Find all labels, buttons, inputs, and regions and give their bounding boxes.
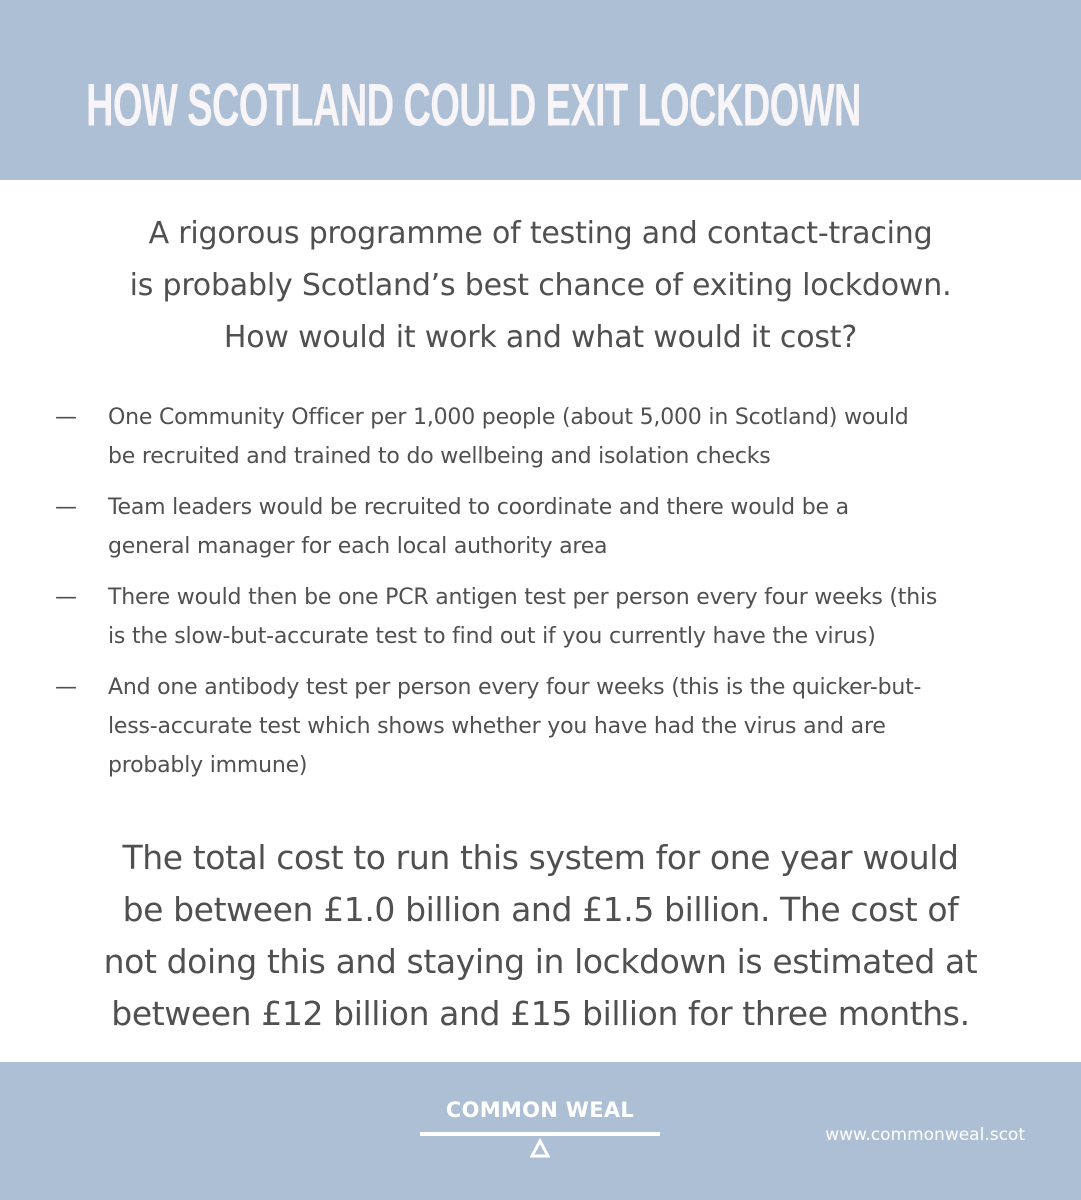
intro-line: is probably Scotland’s best chance of exiting lockdown. (129, 268, 952, 303)
conclusion-line: The total cost to run this system for one year would (122, 838, 959, 877)
dash-bullet: — (55, 675, 77, 700)
bullet-text (108, 578, 1068, 656)
list-item (0, 488, 1081, 566)
bullet-line: One Community Officer per 1,000 people (about 5,000 in Scotland) would (108, 405, 909, 430)
bullet-line: There would then be one PCR antigen test per person every four weeks (this (108, 585, 938, 610)
website-link[interactable]: www.commonweal.scot (825, 1125, 1025, 1145)
common-weal-logo[interactable] (418, 1096, 662, 1176)
intro-line: How would it work and what would it cost? (223, 320, 858, 355)
intro-paragraph (0, 208, 1081, 364)
conclusion-line: be between £1.0 billion and £1.5 billion. The cost of (122, 890, 959, 929)
list-item (0, 578, 1081, 656)
conclusion-line: between £12 billion and £15 billion for three months. (111, 994, 970, 1033)
fulcrum-triangle-icon (530, 1138, 550, 1158)
dash-bullet: — (55, 495, 77, 520)
conclusion-line: not doing this and staying in lockdown is estimated at (103, 942, 978, 981)
list-item (0, 398, 1081, 476)
logo-wordmark: COMMON WEAL (445, 1098, 635, 1122)
bullet-line: be recruited and trained to do wellbeing and isolation checks (108, 444, 771, 469)
bullet-list (0, 398, 1081, 797)
bullet-line: general manager for each local authority area (108, 534, 608, 559)
list-item (0, 668, 1081, 785)
page-title: HOW SCOTLAND COULD EXIT LOCKDOWN (86, 72, 861, 140)
header-band (0, 0, 1081, 180)
logo-balance-bar (420, 1132, 660, 1136)
bullet-text (108, 668, 1068, 785)
bullet-line: probably immune) (108, 753, 308, 778)
bullet-line: Team leaders would be recruited to coordinate and there would be a (108, 495, 849, 520)
intro-line: A rigorous programme of testing and contact-tracing (148, 216, 933, 251)
conclusion-paragraph (0, 832, 1081, 1040)
bullet-line: is the slow-but-accurate test to find out if you currently have the virus) (108, 624, 876, 649)
bullet-line: less-accurate test which shows whether you have had the virus and are (108, 714, 886, 739)
dash-bullet: — (55, 585, 77, 610)
footer-band (0, 1062, 1081, 1200)
bullet-text (108, 398, 1068, 476)
bullet-line: And one antibody test per person every four weeks (this is the quicker-but- (108, 675, 922, 700)
dash-bullet: — (55, 405, 77, 430)
bullet-text (108, 488, 1068, 566)
